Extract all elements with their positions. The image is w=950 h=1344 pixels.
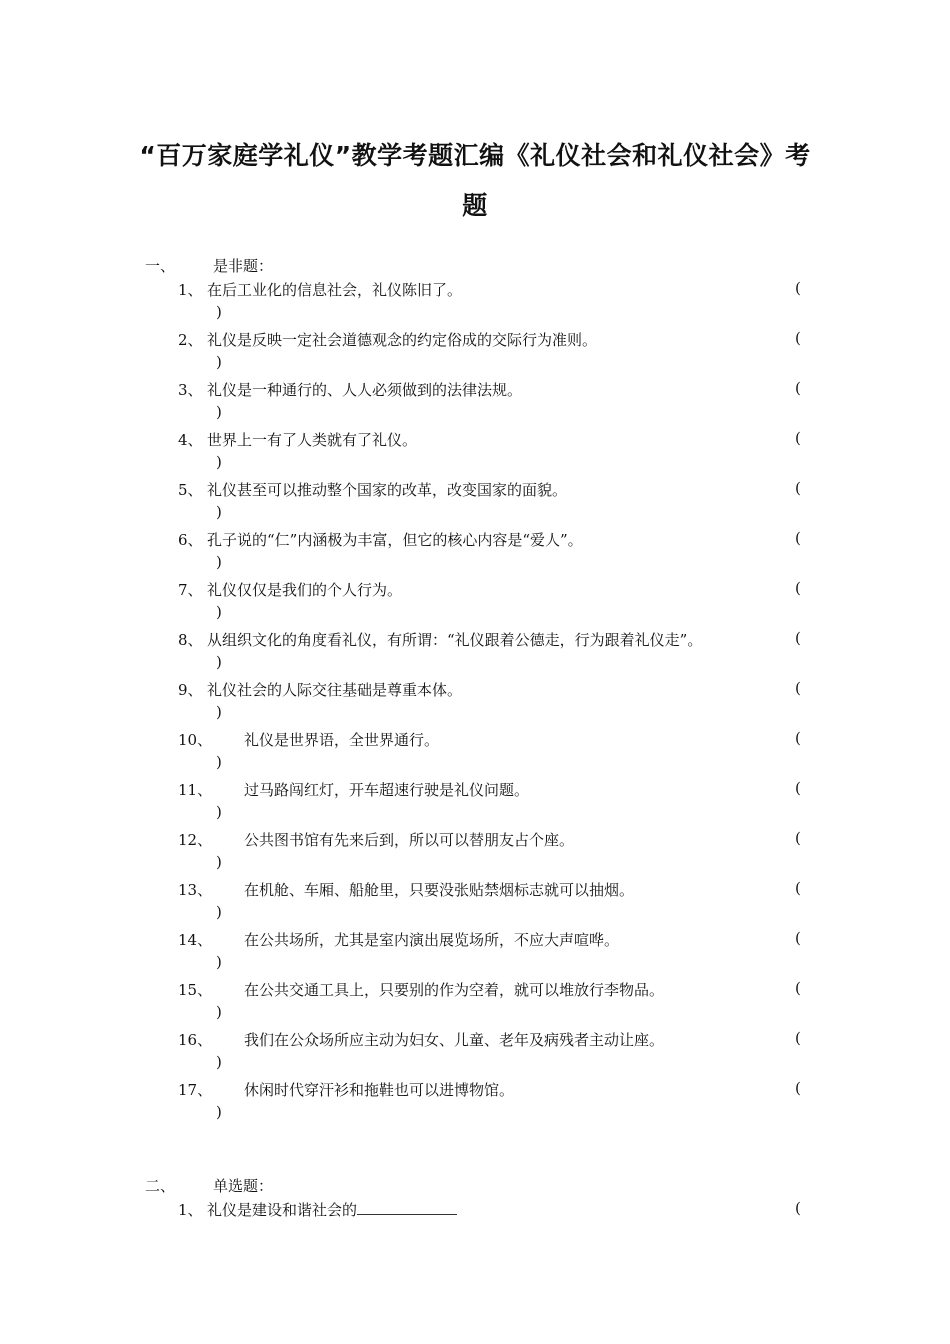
question-text: 我们在公众场所应主动为妇女、儿童、老年及病残者主动让座。: [244, 1031, 665, 1049]
question-stem: 礼仪是建设和谐社会的: [207, 1201, 358, 1219]
question-row: [0, 779, 950, 829]
answer-bracket-open: (: [795, 729, 801, 747]
document-title: “百万家庭学礼仪”教学考题汇编《礼仪社会和礼仪社会》考: [139, 141, 811, 170]
question-number: 16、: [178, 1031, 213, 1049]
question-number: 1、: [178, 281, 203, 299]
question-number: 17、: [178, 1081, 213, 1099]
single-choice-question: [0, 1199, 950, 1249]
question-row: [0, 579, 950, 629]
question-number: 2、: [178, 331, 203, 349]
question-text: 公共图书馆有先来后到，所以可以替朋友占个座。: [244, 831, 575, 849]
question-number: 14、: [178, 931, 213, 949]
question-row: [0, 829, 950, 879]
question-number: 12、: [178, 831, 213, 849]
answer-bracket-open: (: [795, 779, 801, 797]
question-row: [0, 1079, 950, 1129]
question-number: 1、: [178, 1201, 203, 1219]
question-row: [0, 329, 950, 379]
question-number: 4、: [178, 431, 203, 449]
question-number: 9、: [178, 681, 203, 699]
answer-bracket-close: ): [216, 1003, 222, 1021]
answer-bracket-close: ): [216, 1103, 222, 1121]
answer-bracket-open: (: [795, 1199, 801, 1217]
question-row: [0, 529, 950, 579]
answer-bracket-open: (: [795, 579, 801, 597]
answer-bracket-open: (: [795, 479, 801, 497]
answer-bracket-close: ): [216, 953, 222, 971]
section-number: 二、: [145, 1177, 176, 1195]
answer-bracket-open: (: [795, 529, 801, 547]
section-heading-true-false: [145, 255, 273, 276]
answer-blank[interactable]: [357, 1200, 457, 1215]
question-number: 5、: [178, 481, 203, 499]
answer-bracket-open: (: [795, 429, 801, 447]
answer-bracket-close: ): [216, 353, 222, 371]
question-text: 礼仪是世界语，全世界通行。: [244, 731, 440, 749]
question-text: 在公共场所，尤其是室内演出展览场所，不应大声喧哗。: [244, 931, 620, 949]
answer-bracket-open: (: [795, 829, 801, 847]
answer-bracket-close: ): [216, 653, 222, 671]
question-number: 11、: [178, 781, 213, 799]
answer-bracket-close: ): [216, 703, 222, 721]
question-text: 在公共交通工具上，只要别的作为空着，就可以堆放行李物品。: [244, 981, 665, 999]
answer-bracket-close: ): [216, 403, 222, 421]
question-text: [207, 1199, 457, 1220]
question-number: 13、: [178, 881, 213, 899]
answer-bracket-close: ): [216, 453, 222, 471]
question-row: [0, 729, 950, 779]
answer-bracket-open: (: [795, 629, 801, 647]
question-text: 礼仪是反映一定社会道德观念的约定俗成的交际行为准则。: [207, 331, 598, 349]
answer-bracket-open: (: [795, 879, 801, 897]
question-row: [0, 379, 950, 429]
question-text: 礼仪甚至可以推动整个国家的改革，改变国家的面貌。: [207, 481, 568, 499]
question-row: [0, 679, 950, 729]
answer-bracket-open: (: [795, 679, 801, 697]
answer-bracket-open: (: [795, 1079, 801, 1097]
question-number: 10、: [178, 731, 213, 749]
answer-bracket-close: ): [216, 803, 222, 821]
answer-bracket-close: ): [216, 553, 222, 571]
question-number: 8、: [178, 631, 203, 649]
question-row: [0, 479, 950, 529]
question-number: 15、: [178, 981, 213, 999]
question-number: 6、: [178, 531, 203, 549]
question-text: 礼仪仅仅是我们的个人行为。: [207, 581, 403, 599]
question-text: 休闲时代穿汗衫和拖鞋也可以进博物馆。: [244, 1081, 515, 1099]
answer-bracket-close: ): [216, 1053, 222, 1071]
question-text: 世界上一有了人类就有了礼仪。: [207, 431, 418, 449]
answer-bracket-close: ): [216, 303, 222, 321]
section-number: 一、: [145, 257, 176, 275]
answer-bracket-open: (: [795, 929, 801, 947]
answer-bracket-close: ): [216, 753, 222, 771]
document-title-continued: 题: [462, 191, 488, 220]
question-text: 从组织文化的角度看礼仪，有所谓：“礼仪跟着公德走，行为跟着礼仪走”。: [207, 631, 703, 649]
question-text: 孔子说的“仁”内涵极为丰富，但它的核心内容是“爱人”。: [207, 531, 583, 549]
question-row: [0, 979, 950, 1029]
section-label: 是非题：: [213, 257, 274, 275]
answer-bracket-open: (: [795, 979, 801, 997]
question-number: 3、: [178, 381, 203, 399]
answer-bracket-open: (: [795, 379, 801, 397]
section-label: 单选题：: [213, 1177, 274, 1195]
answer-bracket-open: (: [795, 329, 801, 347]
question-text: 在机舱、车厢、船舱里，只要没张贴禁烟标志就可以抽烟。: [244, 881, 635, 899]
question-row: [0, 629, 950, 679]
section-heading-single-choice: [145, 1175, 273, 1196]
question-row: [0, 879, 950, 929]
answer-bracket-open: (: [795, 1029, 801, 1047]
question-row: [0, 1029, 950, 1079]
answer-bracket-close: ): [216, 503, 222, 521]
question-number: 7、: [178, 581, 203, 599]
question-row: [0, 429, 950, 479]
question-text: 在后工业化的信息社会，礼仪陈旧了。: [207, 281, 463, 299]
answer-bracket-close: ): [216, 603, 222, 621]
answer-bracket-close: ): [216, 903, 222, 921]
question-text: 礼仪是一种通行的、人人必须做到的法律法规。: [207, 381, 523, 399]
question-row: [0, 929, 950, 979]
question-row: [0, 279, 950, 329]
question-text: 过马路闯红灯，开车超速行驶是礼仪问题。: [244, 781, 530, 799]
answer-bracket-close: ): [216, 853, 222, 871]
question-text: 礼仪社会的人际交往基础是尊重本体。: [207, 681, 463, 699]
answer-bracket-open: (: [795, 279, 801, 297]
